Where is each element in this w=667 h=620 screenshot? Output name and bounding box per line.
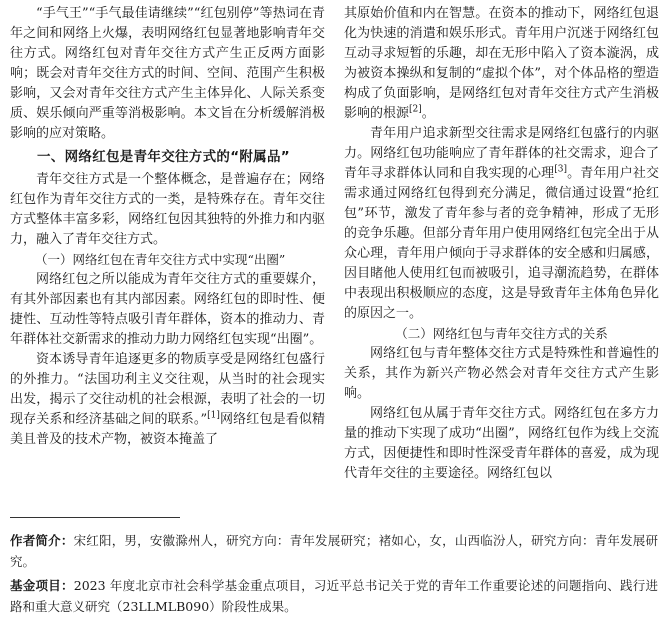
footnote-block: [10, 530, 658, 620]
paragraph-4-text: 青年用户追求新型交往需求是网络红包盛行的内驱力。网络红包功能响应了青年群体的社交需求，迎合了青年寻求群体认同和自我实现的心理: [344, 126, 659, 181]
paragraph-3-text: 资本诱导青年追逐更多的物质享受是网络红包盛行的外推力。“法国功利主义交往观，从当时的社会现实出发，揭示了交往动机的社会根源，表明了社会的一切现存关系和经济基础之间的联系。”: [10, 352, 325, 427]
author-text: 宋红阳，男，安徽滁州人，研究方向：青年发展研究；褚如心，女，山西临汾人，研究方向：青年发展研究。: [10, 533, 658, 569]
author-info: [10, 530, 658, 572]
citation-3: [3]: [554, 164, 567, 175]
paragraph-1: 青年交往方式是一个整体概念，是普遍存在；网络红包作为青年交往方式的一类，是特殊存在。青年交往方式整体丰富多彩，网络红包因其独特的外推力和内驱力，融入了青年交往方式。: [10, 172, 325, 247]
fund-label: 基金项目：: [10, 578, 74, 593]
citation-1: [1]: [207, 410, 220, 421]
subsection-heading-2: （二）网络红包与青年交往方式的关系: [395, 326, 608, 341]
citation-2: [2]: [409, 104, 422, 115]
left-column: [10, 4, 325, 450]
paragraph-4: [344, 124, 659, 324]
continued-paragraph-text: 其原始价值和内在智慧。在资本的推动下，网络红包退化为快速的消遣和娱乐形式。青年用户沉迷于网络红包互动寻求短暂的乐趣，却在无形中陷入了资本漩涡，成为被资本操纵和复制的“虚拟个体”，对个体品格的塑造构成了负面影响，是网络红包对青年交往方式产生消极影响的根源: [344, 6, 659, 121]
subsection-heading-1: （一）网络红包在青年交往方式中实现“出圈”: [35, 252, 286, 267]
author-label: 作者简介：: [10, 533, 74, 548]
section-heading-1: 一、网络红包是青年交往方式的“附属品”: [37, 149, 290, 165]
fund-text: 2023 年度北京市社会科学基金重点项目，习近平总书记关于党的青年工作重要论述的问题指向、践行进路和重大意义研究（23LLMLB090）阶段性成果。: [10, 578, 658, 614]
paragraph-2: 网络红包之所以能成为青年交往方式的重要媒介，有其外部因素也有其内部因素。网络红包的即时性、便捷性、互动性等特点吸引青年群体，资本的推动力、青年群体社交新需求的推动力助力网络红包实现“出圈”。: [10, 272, 325, 347]
fund-info: [10, 575, 658, 617]
paragraph-4-continued: 。青年用户社交需求通过网络红包得到充分满足，微信通过设置“抢红包”环节，激发了青年参与者的竞争精神，形成了无形的竞争乐趣。但部分青年用户使用网络红包完全出于从众心理，青年用户倾向于寻求群体的安全感和归属感，因目睹他人使用红包而被吸引，追寻潮流趋势，在群体中表现出积极顺应的态度，这是导致青年主体角色异化的原因之一。: [344, 166, 659, 321]
paragraph-3-continued: 网络红包是看似精美且普及的技术产物，被资本掩盖了: [10, 412, 325, 447]
footnote-divider: [10, 517, 180, 518]
right-column: [344, 4, 659, 484]
intro-paragraph: “手气王”“手气最佳请继续”“红包别停”等热词在青年之间和网络上火爆，表明网络红包显著地影响青年交往方式。网络红包对青年交往方式产生正反两方面影响；既会对青年交往方式的时间、空间、范围产生积极影响，又会对青年交往方式产生主体异化、人际关系变质、娱乐倾向严重等消极影响。本文旨在分析缓解消极影响的应对策略。: [10, 6, 325, 141]
paragraph-6: 网络红包从属于青年交往方式。网络红包在多方力量的推动下实现了成功“出圈”，网络红包作为线上交流方式，因便捷性和即时性深受青年群体的喜爱，成为现代青年交往的主要途径。网络红包以: [344, 406, 659, 481]
paragraph-5: 网络红包与青年整体交往方式是特殊性和普遍性的关系，其作为新兴产物必然会对青年交往方式产生影响。: [344, 346, 659, 401]
continued-paragraph: [344, 4, 659, 124]
paragraph-3: [10, 350, 325, 450]
continued-paragraph-end: 。: [421, 106, 435, 121]
